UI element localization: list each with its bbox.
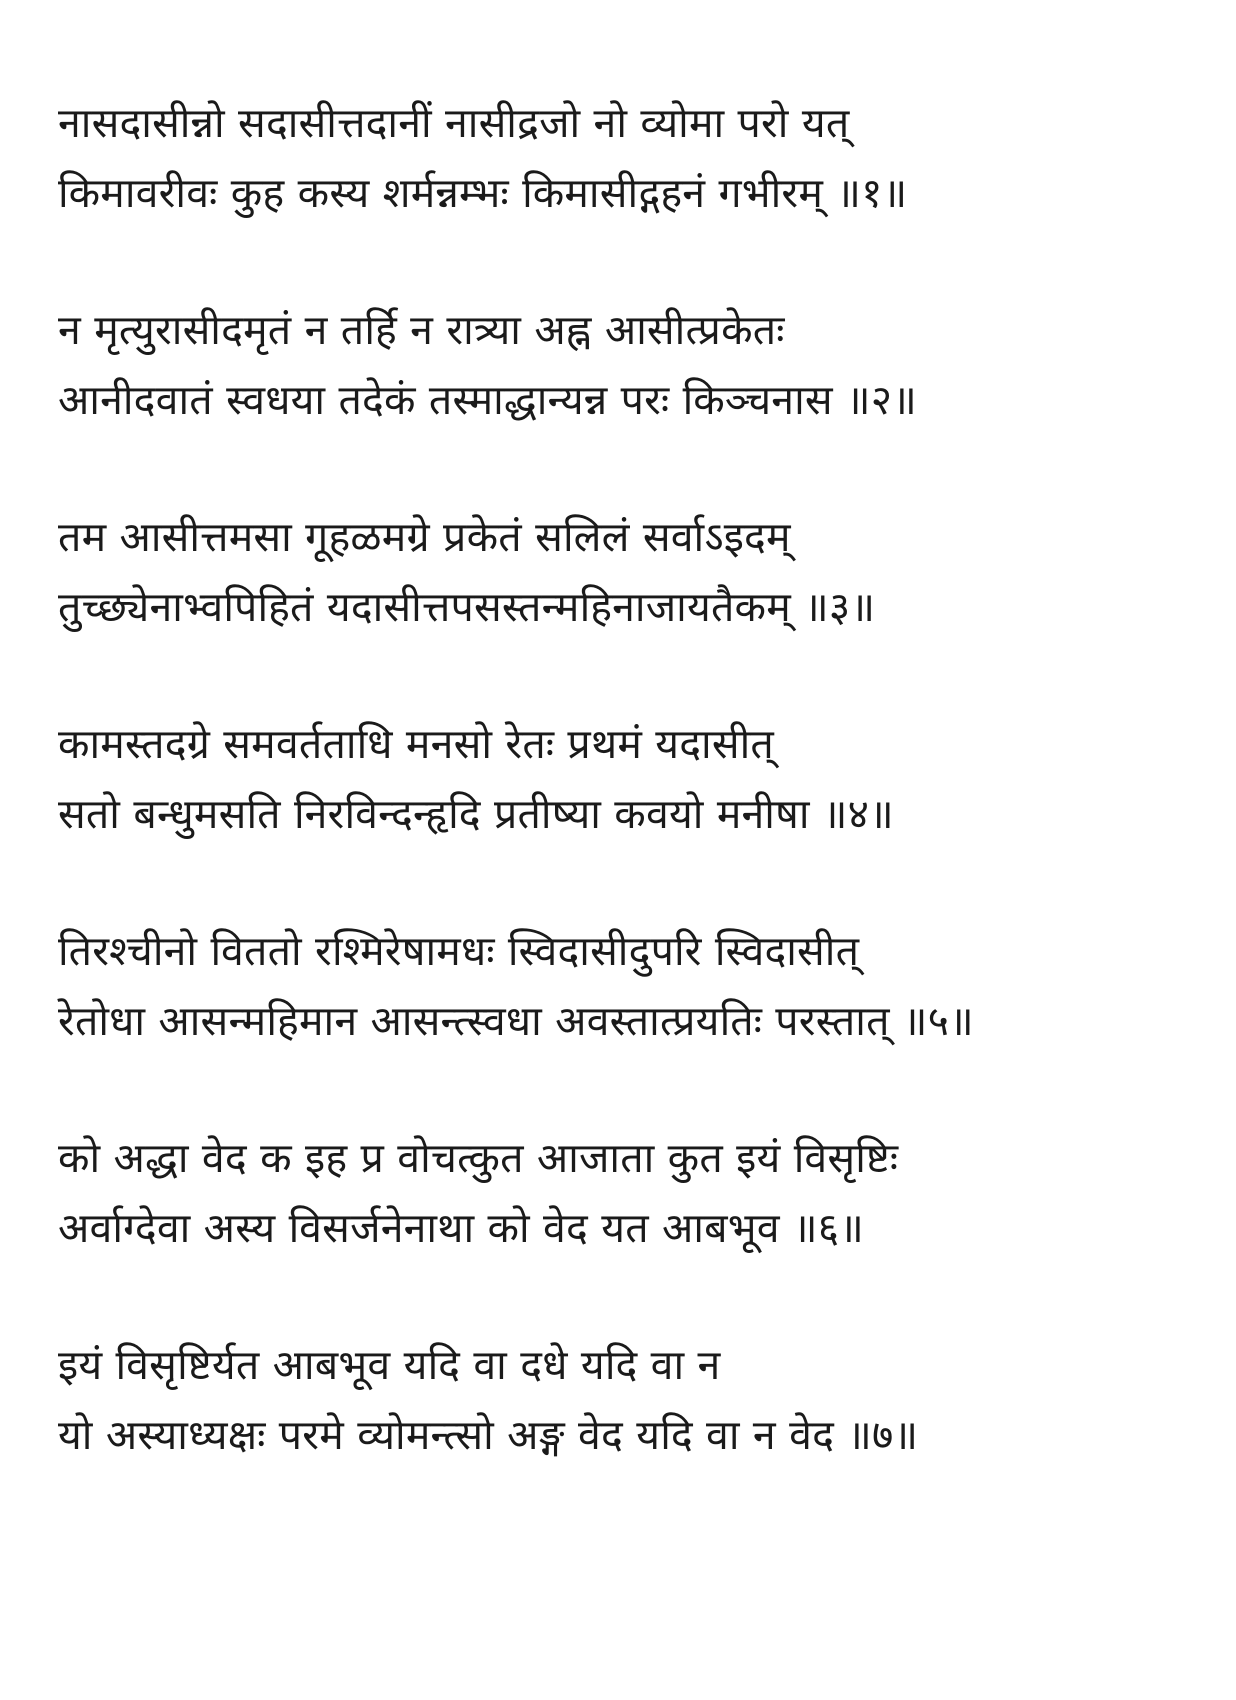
verse-2 — [58, 295, 1208, 435]
verse-5 — [58, 916, 1208, 1056]
verse-1-line-1: नासदासीन्नो सदासीत्तदानीं नासीद्रजो नो व्योमा परो यत् — [58, 99, 850, 147]
verse-6 — [58, 1123, 1208, 1263]
verse-3 — [58, 502, 1208, 642]
verse-2-line-1: न मृत्युरासीदमृतं न तर्हि न रात्र्या अह्न आसीत्प्रकेतः — [58, 306, 785, 354]
verse-list — [58, 88, 1208, 1537]
verse-4-line-2: सतो बन्धुमसति निरविन्दन्हृदि प्रतीष्या कवयो मनीषा ॥४॥ — [58, 790, 894, 838]
verse-7-line-2: यो अस्याध्यक्षः परमे व्योमन्त्सो अङ्ग वेद यदि वा न वेद ॥७॥ — [58, 1411, 919, 1459]
verse-3-line-2: तुच्छ्येनाभ्वपिहितं यदासीत्तपसस्तन्महिनाजायतैकम् ॥३॥ — [58, 583, 876, 631]
verse-1-line-2: किमावरीवः कुह कस्य शर्मन्नम्भः किमासीद्गहनं गभीरम् ॥१॥ — [58, 169, 908, 217]
verse-6-line-1: को अद्धा वेद क इह प्र वोचत्कुत आजाता कुत इयं विसृष्टिः — [58, 1134, 899, 1182]
verse-3-line-1: तम आसीत्तमसा गूहळमग्रे प्रकेतं सलिलं सर्वाऽइदम् — [58, 513, 791, 561]
verse-7 — [58, 1330, 1208, 1470]
verse-4 — [58, 709, 1208, 849]
verse-7-line-1: इयं विसृष्टिर्यत आबभूव यदि वा दधे यदि वा न — [58, 1341, 721, 1389]
verse-5-line-1: तिरश्चीनो विततो रश्मिरेषामधः स्विदासीदुपरि स्विदासीत् — [58, 927, 860, 975]
verse-6-line-2: अर्वाग्देवा अस्य विसर्जनेनाथा को वेद यत आबभूव ॥६॥ — [58, 1204, 865, 1252]
verse-4-line-1: कामस्तदग्रे समवर्तताधि मनसो रेतः प्रथमं यदासीत् — [58, 720, 774, 768]
verse-2-line-2: आनीदवातं स्वधया तदेकं तस्माद्धान्यन्न परः किञ्चनास ॥२॥ — [58, 376, 918, 424]
verse-5-line-2: रेतोधा आसन्महिमान आसन्त्स्वधा अवस्तात्प्रयतिः परस्तात् ॥५॥ — [58, 997, 974, 1045]
verse-1 — [58, 88, 1208, 228]
